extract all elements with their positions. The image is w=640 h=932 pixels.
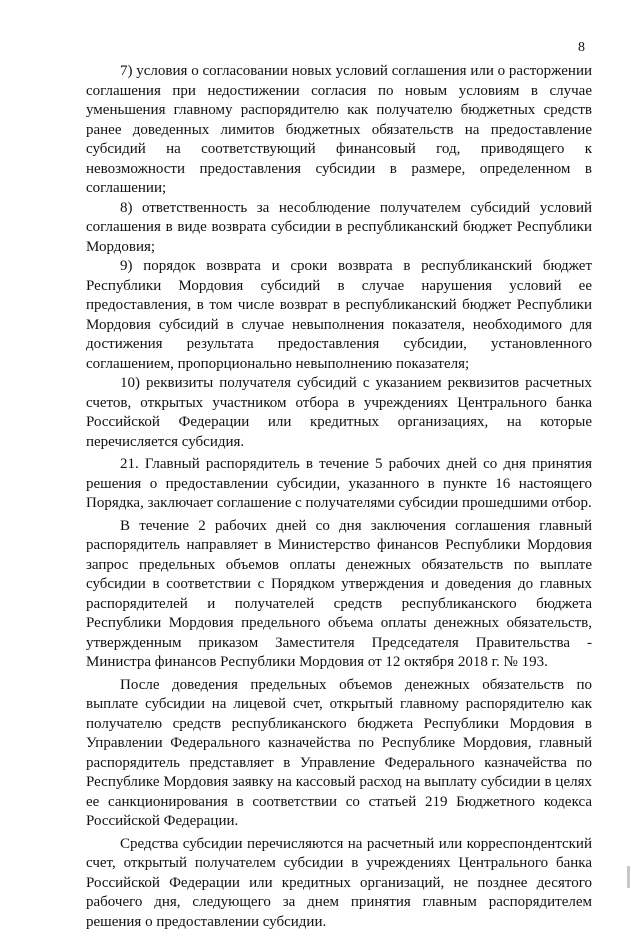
paragraph-transfer-terms: Средства субсидии перечисляются на расчетный или корреспондентский счет, открытый получателем субсидии в учреждениях Центрального банка Российской Федерации или кредитных организаций, не позднее десятого рабочего дня, следующего за днем принятия главным распорядителем решения о предоставлении субсидии. bbox=[86, 835, 592, 932]
document-body bbox=[86, 62, 592, 932]
paragraph-item-7: 7) условия о согласовании новых условий соглашения или о расторжении соглашения при недостижении согласия по новым условиям в случае уменьшения главному распорядителю как получателю бюджетных средств ранее доведенных лимитов бюджетных обязательств на предоставление субсидий на соответствующий финансовый год, приводящего к невозможности предоставления субсидии в размере, определенном в соглашении; bbox=[86, 62, 592, 199]
paragraph-cash-request: После доведения предельных объемов денежных обязательств по выплате субсидии на лицевой счет, открытый главному распорядителю как получателю средств республиканского бюджета Республики Мордовия в Управлении Федерального казначейства по Республике Мордовия, главный распорядитель представляет в Управление Федерального казначейства по Республике Мордовия заявку на кассовый расход на выплату субсидии в целях ее санкционирования в соответствии со статьей 219 Бюджетного кодекса Российской Федерации. bbox=[86, 676, 592, 832]
paragraph-item-8: 8) ответственность за несоблюдение получателем субсидий условий соглашения в виде возврата субсидии в республиканский бюджет Республики Мордовия; bbox=[86, 199, 592, 258]
scan-edge-mark bbox=[627, 866, 630, 888]
paragraph-limits-request: В течение 2 рабочих дней со дня заключения соглашения главный распорядитель направляет в Министерство финансов Республики Мордовия запрос предельных объемов оплаты денежных обязательств по выплате субсидии в соответствии с Порядком утверждения и доведения до главных распорядителей и получателей средств республиканского бюджета Республики Мордовия предельного объема оплаты денежных обязательств, утвержденным приказом Заместителя Председателя Правительства - Министра финансов Республики Мордовия от 12 октября 2018 г. № 193. bbox=[86, 517, 592, 673]
paragraph-item-9: 9) порядок возврата и сроки возврата в республиканский бюджет Республики Мордовия субсидий в случае нарушения условий ее предоставления, в том числе возврат в республиканский бюджет Республики Мордовия субсидий в случае невыполнения показателя, необходимого для достижения результата предоставления субсидии, установленного соглашением, пропорционально невыполнению показателя; bbox=[86, 257, 592, 374]
paragraph-item-10: 10) реквизиты получателя субсидий с указанием реквизитов расчетных счетов, открытых участником отбора в учреждениях Центрального банка Российской Федерации или кредитных организациях, на которые перечисляется субсидия. bbox=[86, 374, 592, 452]
page-number: 8 bbox=[578, 40, 585, 56]
paragraph-clause-21: 21. Главный распорядитель в течение 5 рабочих дней со дня принятия решения о предоставлении субсидии, указанного в пункте 16 настоящего Порядка, заключает соглашение с получателями субсидии прошедшими отбор. bbox=[86, 455, 592, 514]
